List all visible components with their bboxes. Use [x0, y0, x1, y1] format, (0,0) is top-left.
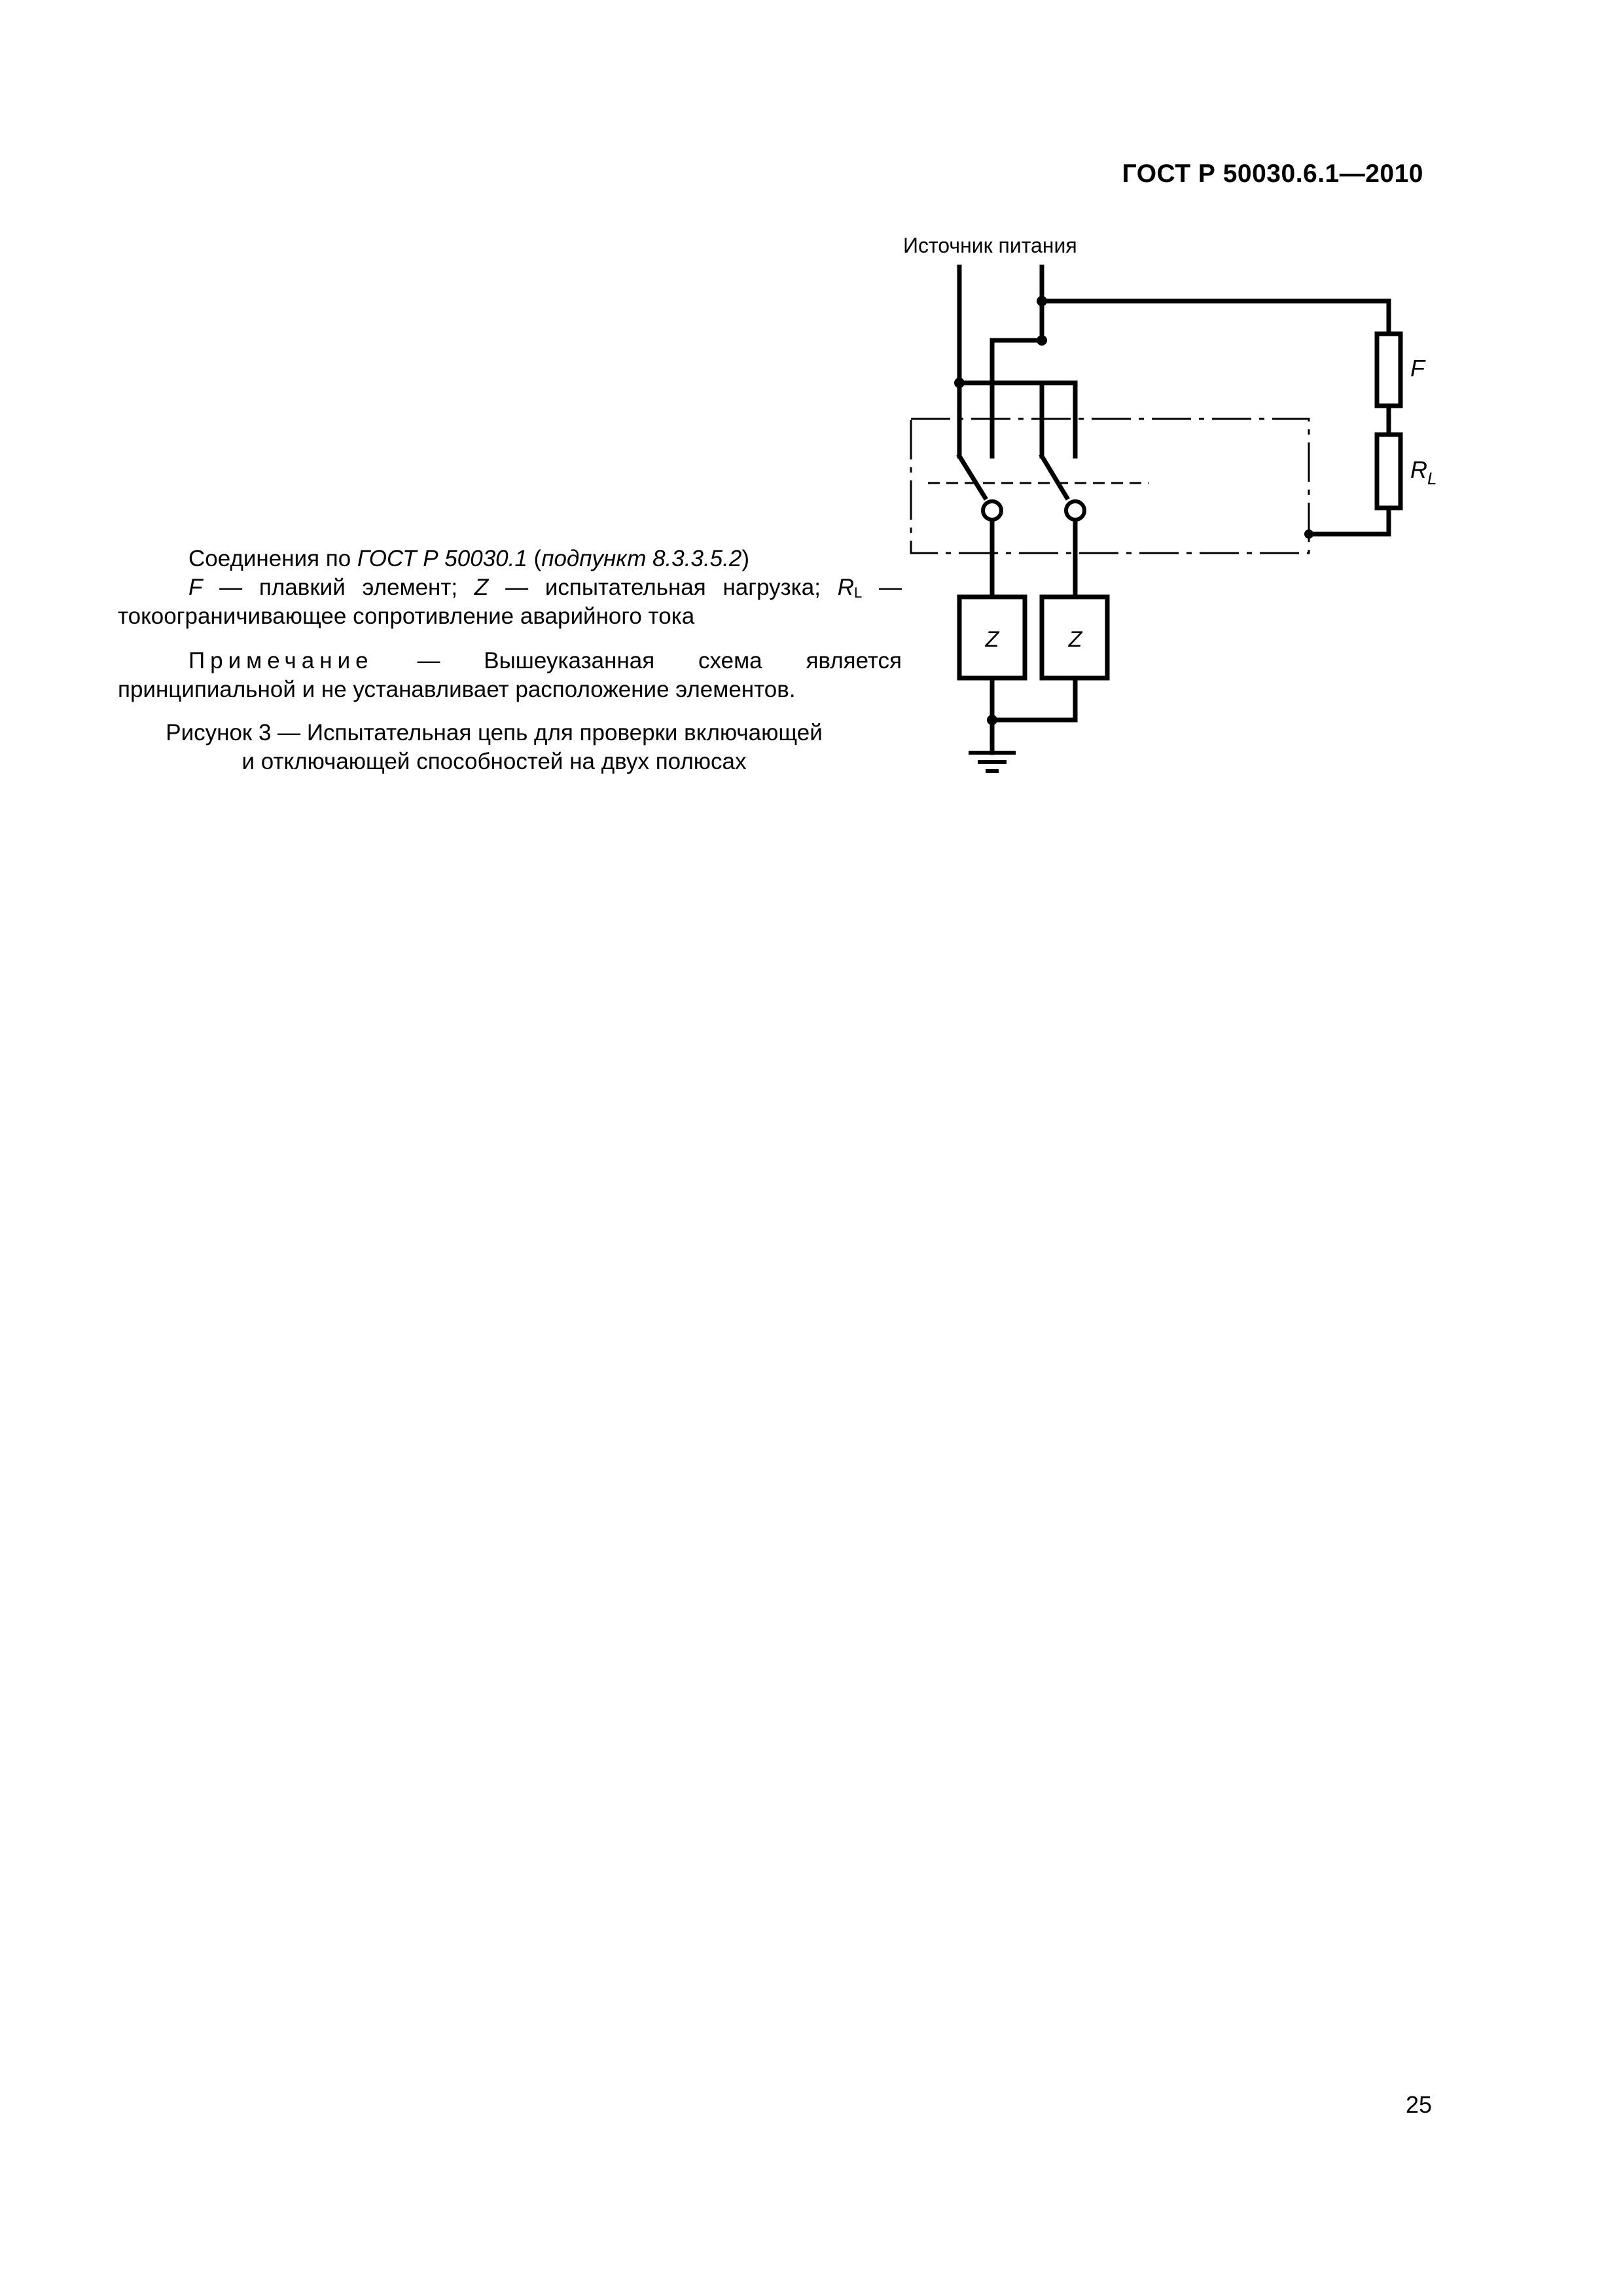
- fuse-f: [1377, 334, 1400, 406]
- power-source-label: Источник питания: [903, 234, 1077, 257]
- junction-dot: [1037, 335, 1047, 346]
- device-enclosure: [911, 419, 1309, 553]
- symbol-legend: F — плавкий элемент; Z — испытательная нагрузка; $R_L$ — токоограничивающее сопротивление аварийного тока: [118, 575, 902, 629]
- load2-to-ground: [992, 678, 1075, 720]
- fuse-label: F: [1410, 355, 1425, 382]
- contact-circle-1: [983, 501, 1001, 520]
- note: Примечание — Вышеуказанная схема является принципиальной и не устанавливает расположение элементов.: [118, 648, 902, 702]
- load-label-2: Z: [1068, 627, 1082, 652]
- switch-contact-2: [1042, 456, 1067, 497]
- junction-dot: [1037, 296, 1047, 306]
- fuse-branch-wire: [1042, 301, 1389, 334]
- junction-dot: [987, 715, 997, 725]
- page-number: 25: [1405, 2091, 1432, 2118]
- figure-title: Рисунок 3 — Испытательная цепь для проверки включающей и отключающей способностей на двух полюсах: [166, 720, 823, 774]
- contact-circle-2: [1066, 501, 1084, 520]
- document-header: ГОСТ Р 50030.6.1—2010: [1122, 160, 1423, 188]
- junction-dot: [954, 378, 965, 388]
- ground-symbol: [969, 753, 1016, 771]
- cross-wire: [992, 340, 1042, 456]
- figure-caption: [118, 545, 902, 776]
- connections-reference: Соединения по ГОСТ Р 50030.1 (подпункт 8.3.3.5.2): [188, 546, 749, 571]
- load-label-1: Z: [985, 627, 999, 652]
- resistor-label: $R_L$: [1410, 456, 1437, 488]
- switch-contact-1: [959, 456, 985, 497]
- resistor-rl: [1377, 435, 1400, 508]
- resistor-return-wire: [1309, 508, 1389, 534]
